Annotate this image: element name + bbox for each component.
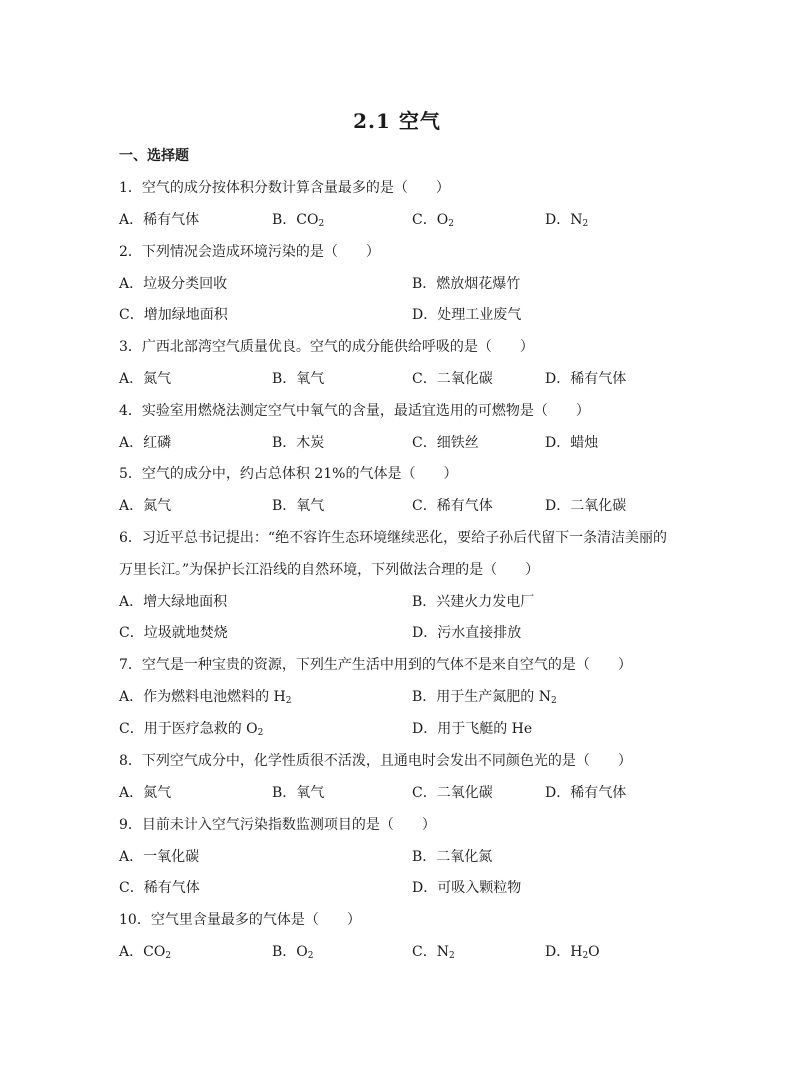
q2-option-a: A．垃圾分类回收	[119, 276, 228, 292]
q2-option-d: D．处理工业废气	[412, 307, 522, 323]
q7-option-d: D．用于飞艇的 He	[412, 721, 533, 737]
question-10-stem: 10．空气里含量最多的气体是（ ）	[119, 912, 361, 928]
q8-option-c: C．二氧化碳	[412, 785, 493, 801]
question-6-stem-continued: 万里长江。”为保护长江沿线的自然环境，下列做法合理的是（ ）	[119, 562, 540, 578]
question-7-stem: 7．空气是一种宝贵的资源，下列生产生活中用到的气体不是来自空气的是（ ）	[119, 657, 632, 673]
q6-option-d: D．污水直接排放	[412, 625, 522, 641]
question-9-stem: 9．目前未计入空气污染指数监测项目的是（ ）	[119, 817, 436, 833]
q1-option-c: C．$O_2$	[412, 212, 454, 229]
q5-option-b: B．氧气	[272, 498, 325, 514]
q3-option-b: B．氧气	[272, 371, 325, 387]
q7-option-b: B．用于生产氮肥的 $N_2$	[412, 689, 557, 706]
page-title: 2.1 空气	[353, 109, 441, 133]
q6-option-b: B．兴建火力发电厂	[412, 594, 535, 610]
q10-option-b: B．$O_2$	[272, 944, 314, 961]
question-3-stem: 3．广西北部湾空气质量优良。空气的成分能供给呼吸的是（ ）	[119, 339, 534, 355]
q4-option-c: C．细铁丝	[412, 435, 479, 451]
q5-option-c: C．稀有气体	[412, 498, 493, 514]
q5-option-d: D．二氧化碳	[545, 498, 627, 514]
q1-option-b: B．$CO_2$	[272, 212, 325, 229]
q3-option-c: C．二氧化碳	[412, 371, 493, 387]
q9-option-c: C．稀有气体	[119, 880, 200, 896]
q7-option-a: A．作为燃料电池燃料的 $H_2$	[119, 689, 292, 706]
q8-option-b: B．氧气	[272, 785, 325, 801]
q8-option-d: D．稀有气体	[545, 785, 627, 801]
q9-option-b: B．二氧化氮	[412, 849, 493, 865]
q1-option-a: A．稀有气体	[119, 212, 200, 228]
question-6-stem: 6．习近平总书记提出：“绝不容许生态环境继续恶化，要给子孙后代留下一条清洁美丽的	[119, 530, 668, 546]
q9-option-d: D．可吸入颗粒物	[412, 880, 522, 896]
q4-option-d: D．蜡烛	[545, 435, 599, 451]
q8-option-a: A．氮气	[119, 785, 172, 801]
question-2-stem: 2．下列情况会造成环境污染的是（ ）	[119, 244, 380, 260]
q5-option-a: A．氮气	[119, 498, 172, 514]
q4-option-b: B．木炭	[272, 435, 325, 451]
q10-option-d: D．$H_2O$	[545, 944, 600, 961]
question-8-stem: 8．下列空气成分中，化学性质很不活泼，且通电时会发出不同颜色光的是（ ）	[119, 753, 632, 769]
section-heading: 一、选择题	[119, 148, 189, 164]
q2-option-b: B．燃放烟花爆竹	[412, 276, 521, 292]
q1-option-d: D．$N_2$	[545, 212, 589, 229]
q2-option-c: C．增加绿地面积	[119, 307, 228, 323]
q3-option-d: D．稀有气体	[545, 371, 627, 387]
q7-option-c: C．用于医疗急救的 $O_2$	[119, 721, 264, 738]
q6-option-c: C．垃圾就地焚烧	[119, 625, 228, 641]
question-5-stem: 5．空气的成分中，约占总体积 21%的气体是（ ）	[119, 466, 458, 482]
q10-option-c: C．$N_2$	[412, 944, 455, 961]
q10-option-a: A．$CO_2$	[119, 944, 172, 961]
question-1-stem: 1．空气的成分按体积分数计算含量最多的是（ ）	[119, 180, 450, 196]
q6-option-a: A．增大绿地面积	[119, 594, 228, 610]
question-4-stem: 4．实验室用燃烧法测定空气中氧气的含量，最适宜选用的可燃物是（ ）	[119, 403, 590, 419]
q9-option-a: A．一氧化碳	[119, 849, 200, 865]
q4-option-a: A．红磷	[119, 435, 172, 451]
q3-option-a: A．氮气	[119, 371, 172, 387]
